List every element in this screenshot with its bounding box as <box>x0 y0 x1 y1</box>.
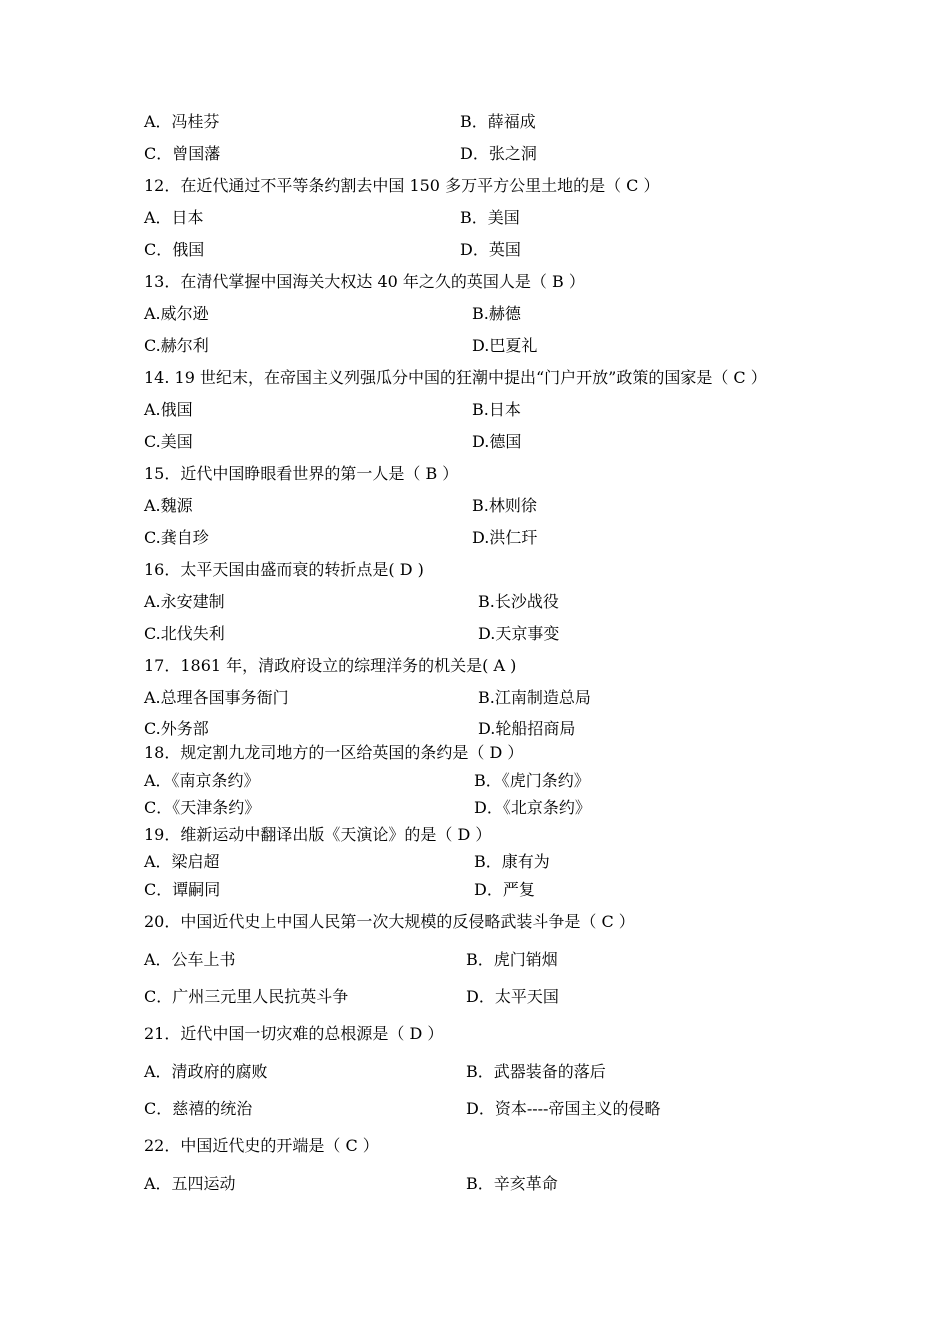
option-d-q21: D．资本----帝国主义的侵略 <box>466 1099 661 1118</box>
option-b-q15: B.林则徐 <box>472 496 537 515</box>
option-a-q20: A．公车上书 <box>144 950 236 969</box>
option-c-q12: C．俄国 <box>144 240 205 259</box>
option-d-q13: D.巴夏礼 <box>472 336 538 355</box>
option-d-q19: D．严复 <box>474 880 535 899</box>
question-12: 12．在近代通过不平等条约割去中国 150 多万平方公里土地的是（ C ） <box>144 176 660 195</box>
option-b-q12: B．美国 <box>460 208 520 227</box>
option-c-q11: C．曾国藩 <box>144 144 221 163</box>
option-b-q14: B.日本 <box>472 400 521 419</box>
option-a-q18: A．《南京条约》 <box>144 771 260 790</box>
option-b-q22: B．辛亥革命 <box>466 1174 558 1193</box>
option-c-q19: C．谭嗣同 <box>144 880 221 899</box>
option-a-q17: A.总理各国事务衙门 <box>144 688 289 707</box>
option-a-q21: A．清政府的腐败 <box>144 1062 268 1081</box>
option-b-q19: B．康有为 <box>474 852 550 871</box>
option-d-q18: D．《北京条约》 <box>474 798 591 817</box>
option-b-q11: B．薛福成 <box>460 112 536 131</box>
option-d-q20: D．太平天国 <box>466 987 559 1006</box>
option-b-q18: B．《虎门条约》 <box>474 771 590 790</box>
option-c-q18: C．《天津条约》 <box>144 798 261 817</box>
option-a-q13: A.威尔逊 <box>144 304 209 323</box>
question-16: 16．太平天国由盛而衰的转折点是( D ) <box>144 560 424 579</box>
option-d-q14: D.德国 <box>472 432 522 451</box>
option-c-q17: C.外务部 <box>144 719 209 738</box>
option-a-q14: A.俄国 <box>144 400 193 419</box>
option-a-q16: A.永安建制 <box>144 592 225 611</box>
question-13: 13．在清代掌握中国海关大权达 40 年之久的英国人是（ B ） <box>144 272 585 291</box>
option-b-q21: B．武器装备的落后 <box>466 1062 606 1081</box>
option-a-q19: A．梁启超 <box>144 852 220 871</box>
question-18: 18．规定割九龙司地方的一区给英国的条约是（ D ） <box>144 743 524 762</box>
option-d-q15: D.洪仁玕 <box>472 528 538 547</box>
question-19: 19．维新运动中翻译出版《天演论》的是（ D ） <box>144 825 492 844</box>
option-c-q16: C.北伐失利 <box>144 624 225 643</box>
option-a-q15: A.魏源 <box>144 496 193 515</box>
option-b-q17: B.江南制造总局 <box>478 688 591 707</box>
question-21: 21．近代中国一切灾难的总根源是（ D ） <box>144 1024 444 1043</box>
option-c-q20: C．广州三元里人民抗英斗争 <box>144 987 349 1006</box>
option-a-q22: A．五四运动 <box>144 1174 236 1193</box>
option-d-q16: D.天京事变 <box>478 624 560 643</box>
option-c-q15: C.龚自珍 <box>144 528 209 547</box>
option-c-q21: C．慈禧的统治 <box>144 1099 253 1118</box>
option-a-q12: A．日本 <box>144 208 204 227</box>
option-c-q14: C.美国 <box>144 432 193 451</box>
option-d-q12: D．英国 <box>460 240 521 259</box>
option-b-q16: B.长沙战役 <box>478 592 559 611</box>
option-a-q11: A．冯桂芬 <box>144 112 220 131</box>
question-20: 20．中国近代史上中国人民第一次大规模的反侵略武装斗争是（ C ） <box>144 912 635 931</box>
option-d-q11: D．张之洞 <box>460 144 537 163</box>
question-14: 14. 19 世纪末，在帝国主义列强瓜分中国的狂潮中提出“门户开放”政策的国家是（ C ） <box>144 368 767 387</box>
option-b-q13: B.赫德 <box>472 304 521 323</box>
question-15: 15．近代中国睁眼看世界的第一人是（ B ） <box>144 464 459 483</box>
question-17: 17．1861 年，清政府设立的综理洋务的机关是( A ) <box>144 656 517 675</box>
option-d-q17: D.轮船招商局 <box>478 719 576 738</box>
option-b-q20: B．虎门销烟 <box>466 950 558 969</box>
option-c-q13: C.赫尔利 <box>144 336 209 355</box>
question-22: 22．中国近代史的开端是（ C ） <box>144 1136 379 1155</box>
